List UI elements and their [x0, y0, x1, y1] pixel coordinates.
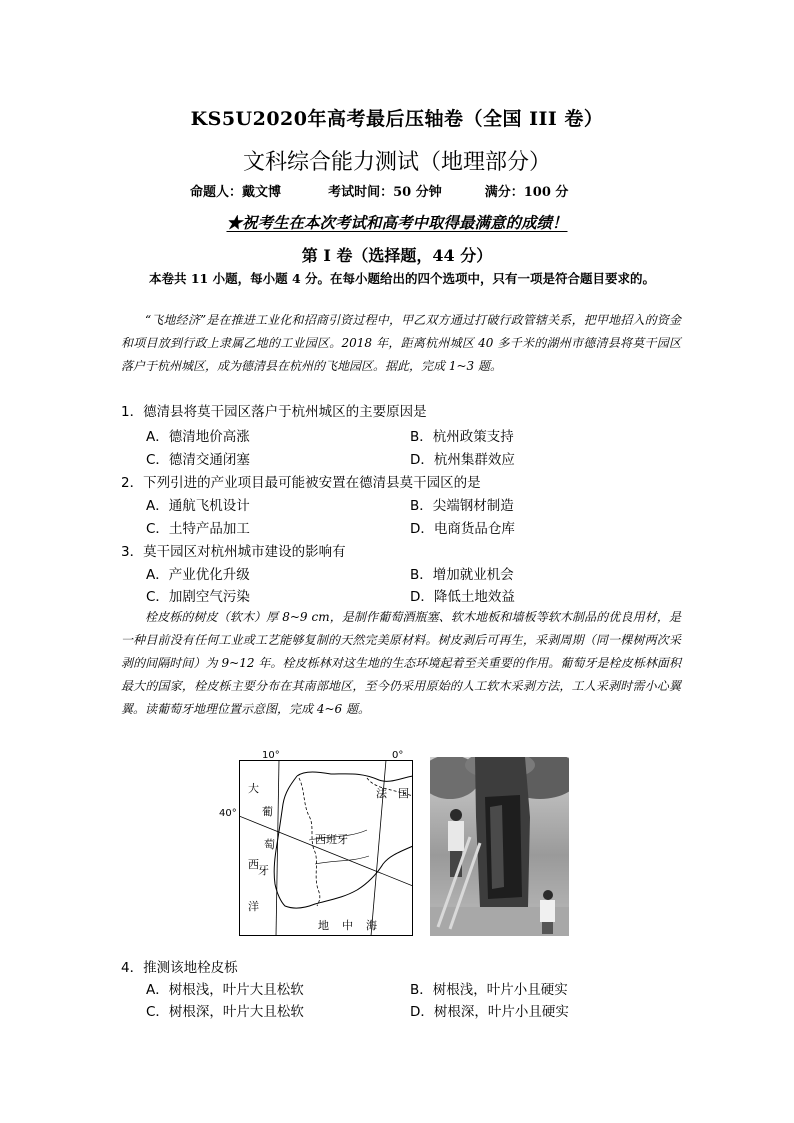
q3-option-a[interactable]: A．产业优化升级	[146, 567, 250, 583]
map-lat-40: 40°	[219, 808, 237, 819]
exam-time: 考试时间：50 分钟	[328, 185, 442, 200]
q3-option-d[interactable]: D．降低土地效益	[410, 589, 515, 605]
q3-option-c[interactable]: C．加剧空气污染	[146, 589, 250, 605]
map-label-pu: 葡	[262, 805, 273, 818]
q1-option-c[interactable]: C．德清交通闭塞	[146, 452, 250, 468]
q4-option-c[interactable]: C．树根深，叶片大且松软	[146, 1004, 304, 1020]
question-1-stem: 1．德清县将莫干园区落户于杭州城区的主要原因是	[121, 404, 427, 420]
section-intro: 本卷共 11 小题，每小题 4 分。在每小题给出的四个选项中，只有一项是符合题目要求的。	[149, 271, 656, 286]
map-label-fa: 法	[376, 787, 387, 800]
question-3-stem: 3．莫干园区对杭州城市建设的影响有	[121, 544, 346, 560]
exam-title: KS5U2020年高考最后压轴卷（全国 III 卷）	[190, 108, 604, 130]
exam-subtitle: 文科综合能力测试（地理部分）	[242, 150, 551, 175]
section-title: 第 I 卷（选择题，44 分）	[301, 246, 493, 265]
map-label-zhong: 中	[342, 919, 353, 932]
map-label-di: 地	[318, 919, 329, 932]
q2-option-a[interactable]: A．通航飞机设计	[146, 498, 250, 514]
map-lon-0: 0°	[392, 750, 404, 761]
question-2-stem: 2．下列引进的产业项目最可能被安置在德清县莫干园区的是	[121, 475, 481, 491]
passage-2: 栓皮栎的树皮（软木）厚 8~9 cm，是制作葡萄酒瓶塞、软木地板和墙板等软木制品的优良用材，是一种目前没有任何工业或工艺能够复制的天然完美原材料。树皮剥后可再生，采剥周期（同一棵树两次采剥的间隔时间）为 9~12 年。栓皮栎林对这生地的生态环境起着至关重要的作用。葡萄牙是栓皮栎林面积最大的国家，栓皮栎主要分布在其南部地区，至今仍采用原始的人工软木采剥方法，工人采剥时需小心翼翼。读葡萄牙地理位置示意图，完成 4~6 题。	[121, 610, 681, 716]
wish-line	[0, 211, 794, 233]
q2-option-b[interactable]: B．尖端钢材制造	[410, 498, 514, 514]
question-4-stem: 4．推测该地栓皮栎	[121, 960, 238, 976]
q4-option-b[interactable]: B．树根浅，叶片小且硬实	[410, 982, 568, 998]
map-label-tao: 萄	[264, 838, 275, 851]
map-label-da: 大	[248, 782, 259, 795]
full-score: 满分：100 分	[484, 185, 569, 200]
wish-text: ★祝考生在本次考试和高考中取得最满意的成绩！	[226, 213, 568, 232]
q2-option-d[interactable]: D．电商货品仓库	[410, 521, 515, 537]
author: 命题人：戴文博	[190, 185, 282, 200]
map-label-hai: 海	[366, 919, 377, 932]
exam-meta	[190, 181, 568, 200]
map-label-spain: 西班牙	[315, 833, 348, 846]
cork-oak-harvest-photo	[430, 757, 569, 936]
q3-option-b[interactable]: B．增加就业机会	[410, 567, 514, 583]
q1-option-a[interactable]: A．德清地价高涨	[146, 429, 250, 445]
q4-option-a[interactable]: A．树根浅，叶片大且松软	[146, 982, 304, 998]
map-label-xi: 西	[248, 858, 259, 871]
map-label-yang: 洋	[248, 900, 259, 913]
passage-1: “飞地经济”是在推进工业化和招商引资过程中，甲乙双方通过打破行政管辖关系，把甲地招入的资金和项目放到行政上隶属乙地的工业园区。2018 年，距离杭州城区 40 多千米的湖州市德清县将莫干园区落户于杭州城区，成为德清县在杭州的飞地园区。据此，完成 1~3 题。	[121, 313, 681, 373]
map-lon-10: 10°	[262, 750, 280, 761]
q1-option-b[interactable]: B．杭州政策支持	[410, 429, 514, 445]
q4-option-d[interactable]: D．树根深，叶片小且硬实	[410, 1004, 569, 1020]
map-label-guo: 国	[398, 787, 409, 800]
q1-option-d[interactable]: D．杭州集群效应	[410, 452, 515, 468]
q2-option-c[interactable]: C．土特产品加工	[146, 521, 250, 537]
map-label-ya: 牙	[258, 864, 269, 877]
